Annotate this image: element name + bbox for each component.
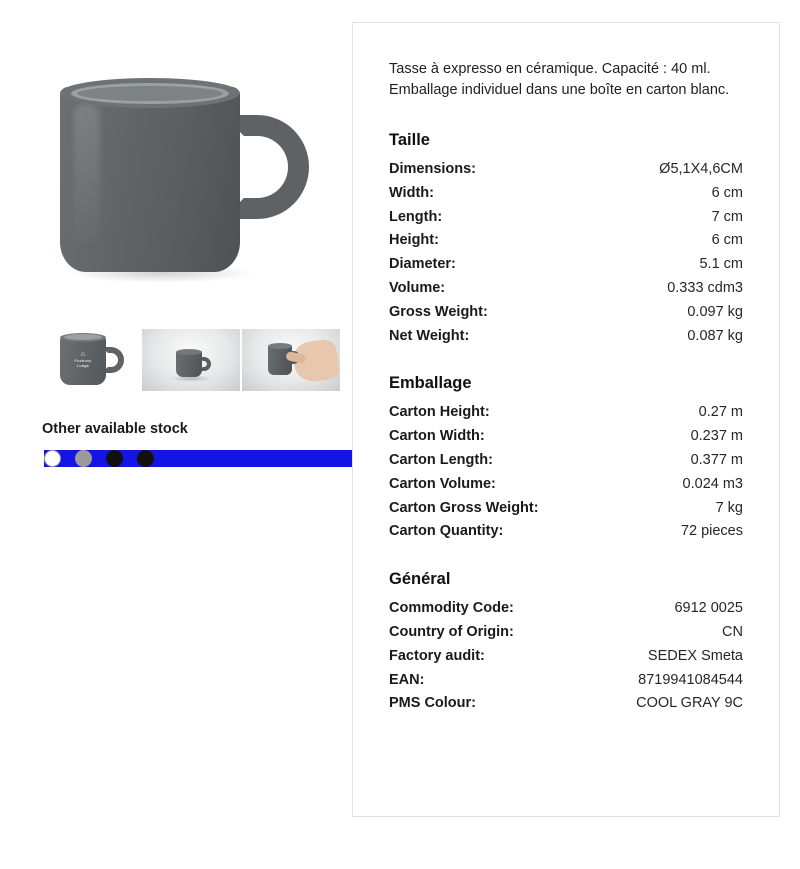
mug-body — [60, 87, 240, 272]
section-title-general: Général — [389, 570, 451, 589]
product-hero-image[interactable] — [22, 42, 322, 307]
mug-interior-shadow — [77, 86, 223, 101]
spec-value: 0.024 m3 — [682, 475, 743, 492]
spec-label: Commodity Code: — [389, 600, 514, 617]
spec-row — [389, 621, 743, 645]
color-swatch-grey[interactable] — [106, 450, 123, 467]
spec-label: Carton Width: — [389, 428, 485, 445]
spec-section-emballage — [389, 374, 743, 544]
thumb1-logo — [66, 351, 100, 368]
spec-value: 0.377 m — [690, 451, 743, 468]
thumb2-mug-rim — [176, 349, 202, 355]
spec-value: 5.1 cm — [699, 256, 743, 273]
spec-row — [389, 253, 743, 277]
spec-value: 8719941084544 — [638, 671, 743, 688]
description-line-2: Emballage individuel dans une boîte en carton blanc. — [389, 82, 730, 98]
spec-value: Ø5,1X4,6CM — [659, 161, 743, 177]
spec-label: EAN: — [389, 671, 425, 688]
spec-value: 6 cm — [711, 232, 743, 249]
spec-row — [389, 645, 743, 669]
spec-row — [389, 497, 743, 521]
spec-row — [389, 597, 743, 621]
color-swatch-list[interactable] — [44, 450, 352, 467]
spec-row — [389, 473, 743, 497]
spec-label: Width: — [389, 184, 434, 201]
spec-value: 0.27 m — [698, 404, 743, 421]
product-media-column — [22, 22, 352, 869]
spec-row — [389, 425, 743, 449]
spec-row — [389, 692, 743, 716]
spec-label: Country of Origin: — [389, 623, 514, 640]
thumb1-logo-line1: Foxtrock — [74, 358, 92, 363]
spec-value: 7 cm — [711, 208, 743, 225]
spec-value: CN — [722, 623, 743, 640]
spec-label: Diameter: — [389, 256, 456, 273]
spec-label: PMS Colour: — [389, 695, 476, 712]
spec-value: SEDEX Smeta — [647, 647, 743, 664]
thumbnail-3[interactable] — [242, 329, 340, 391]
specs-panel — [352, 22, 780, 817]
spec-label: Volume: — [389, 279, 446, 296]
spec-row — [389, 182, 743, 206]
spec-value: 6 cm — [711, 184, 743, 201]
spec-label: Length: — [389, 208, 443, 225]
spec-row — [389, 325, 743, 349]
spec-label: Carton Volume: — [389, 475, 496, 492]
product-description — [389, 59, 743, 101]
spec-value: 7 kg — [715, 499, 743, 516]
spec-value: COOL GRAY 9C — [636, 695, 743, 712]
thumbnail-strip[interactable] — [42, 329, 352, 391]
section-title-taille: Taille — [389, 131, 430, 149]
spec-row — [389, 520, 743, 544]
spec-row — [389, 158, 743, 182]
thumb1-logo-line2: Lodge — [76, 363, 90, 368]
spec-label: Carton Quantity: — [389, 523, 504, 540]
spec-row — [389, 206, 743, 230]
spec-row — [389, 301, 743, 325]
spec-label: Carton Gross Weight: — [389, 499, 539, 516]
spec-value: 0.087 kg — [687, 327, 743, 344]
spec-label: Carton Height: — [389, 404, 490, 421]
spec-label: Dimensions: — [389, 161, 477, 177]
lodge-roof-icon: ⌂ — [80, 351, 86, 358]
spec-value: 0.333 cdm3 — [667, 279, 743, 296]
section-title-emballage: Emballage — [389, 374, 472, 393]
description-line-1: Tasse à expresso en céramique. Capacité : 40 ml. — [389, 61, 711, 77]
color-swatch-black[interactable] — [137, 450, 154, 467]
spec-label: Net Weight: — [389, 327, 470, 344]
spec-row — [389, 401, 743, 425]
thumb3-mug-rim — [268, 343, 292, 349]
spec-value: 0.237 m — [690, 428, 743, 445]
spec-section-general — [389, 570, 743, 716]
spec-row — [389, 277, 743, 301]
mug-illustration — [60, 87, 330, 287]
spec-label: Carton Length: — [389, 451, 493, 468]
mug-highlight — [74, 103, 100, 243]
spec-value: 72 pieces — [680, 523, 743, 540]
spec-row — [389, 669, 743, 693]
thumbnail-1[interactable] — [42, 329, 140, 391]
color-swatch-white[interactable] — [75, 450, 92, 467]
spec-value: 0.097 kg — [687, 303, 743, 320]
other-stock-title: Other available stock — [42, 421, 188, 437]
spec-label: Height: — [389, 232, 439, 249]
spec-label: Gross Weight: — [389, 303, 488, 320]
thumbnail-2[interactable] — [142, 329, 240, 391]
spec-row — [389, 449, 743, 473]
product-specs-column — [352, 22, 780, 869]
color-swatch-blue[interactable] — [44, 450, 61, 467]
spec-section-taille — [389, 131, 743, 348]
spec-value: 6912 0025 — [674, 600, 743, 617]
thumb1-mug-interior — [64, 334, 102, 340]
spec-row — [389, 229, 743, 253]
spec-label: Factory audit: — [389, 647, 485, 664]
